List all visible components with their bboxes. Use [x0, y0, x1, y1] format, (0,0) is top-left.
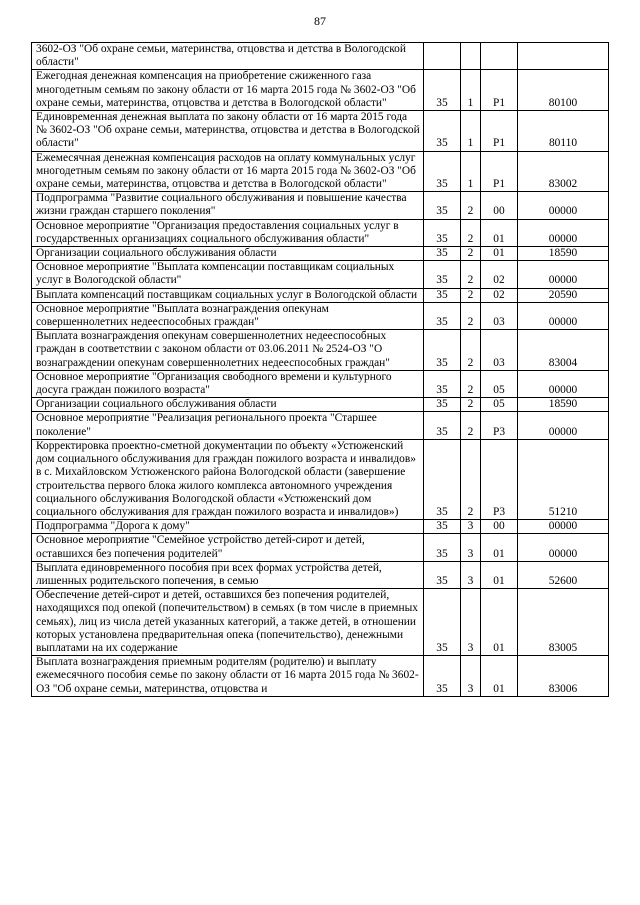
code-subprogram: 2 — [461, 302, 481, 329]
table-row — [32, 302, 609, 329]
row-description: Основное мероприятие "Семейное устройство детей-сирот и детей, оставшихся без попечения родителей" — [32, 534, 424, 561]
table-row — [32, 520, 609, 534]
code-program: 35 — [424, 151, 461, 192]
code-activity: 02 — [481, 261, 518, 288]
code-program — [424, 43, 461, 70]
code-subprogram: 2 — [461, 412, 481, 439]
code-direction: 80110 — [518, 111, 609, 152]
table-row — [32, 534, 609, 561]
code-program: 35 — [424, 520, 461, 534]
row-description: Выплата вознаграждения приемным родителям (родителю) и выплату ежемесячного пособия семье по закону области от 16 марта 2015 года № 3602-ОЗ "Об охране семьи, материнства, отцовства и — [32, 656, 424, 697]
row-description: 3602-ОЗ "Об охране семьи, материнства, отцовства и детства в Вологодской области" — [32, 43, 424, 70]
code-program: 35 — [424, 398, 461, 412]
code-direction: 83002 — [518, 151, 609, 192]
code-program: 35 — [424, 219, 461, 246]
code-subprogram: 3 — [461, 534, 481, 561]
row-description: Единовременная денежная выплата по закону области от 16 марта 2015 года № 3602-ОЗ "Об охране семьи, материнства, отцовства и детства в Вологодской области" — [32, 111, 424, 152]
code-subprogram: 2 — [461, 330, 481, 371]
code-subprogram: 2 — [461, 439, 481, 519]
table-row — [32, 398, 609, 412]
code-subprogram: 1 — [461, 70, 481, 111]
code-subprogram: 2 — [461, 398, 481, 412]
code-direction: 00000 — [518, 192, 609, 219]
code-activity: 00 — [481, 520, 518, 534]
code-activity: Р1 — [481, 70, 518, 111]
code-activity: 02 — [481, 288, 518, 302]
code-direction: 83006 — [518, 656, 609, 697]
code-activity: Р1 — [481, 151, 518, 192]
code-activity: Р3 — [481, 412, 518, 439]
code-subprogram: 3 — [461, 561, 481, 588]
code-direction: 00000 — [518, 370, 609, 397]
code-program: 35 — [424, 534, 461, 561]
row-description: Выплата вознаграждения опекунам совершеннолетних недееспособных граждан в соответствии с законом области от 03.06.2011 № 2524-ОЗ "О вознаграждении опекунам совершеннолетних недееспособных граждан" — [32, 330, 424, 371]
table-body — [32, 43, 609, 697]
table-row — [32, 439, 609, 519]
code-program: 35 — [424, 656, 461, 697]
row-description: Основное мероприятие "Организация предоставления социальных услуг в государственных организациях социального обслуживания области" — [32, 219, 424, 246]
code-program: 35 — [424, 561, 461, 588]
code-direction: 83004 — [518, 330, 609, 371]
code-subprogram: 3 — [461, 589, 481, 656]
table-row — [32, 412, 609, 439]
code-program: 35 — [424, 439, 461, 519]
code-subprogram: 3 — [461, 656, 481, 697]
table-row — [32, 219, 609, 246]
code-program: 35 — [424, 70, 461, 111]
row-description: Организации социального обслуживания области — [32, 247, 424, 261]
code-program: 35 — [424, 247, 461, 261]
table-row — [32, 111, 609, 152]
row-description: Основное мероприятие "Выплата вознаграждения опекунам совершеннолетних недееспособных граждан" — [32, 302, 424, 329]
row-description: Ежемесячная денежная компенсация расходов на оплату коммунальных услуг многодетным семьям по закону области от 16 марта 2015 года № 3602-ОЗ "Об охране семьи, материнства, отцовства и детства в Вологодской области" — [32, 151, 424, 192]
row-description: Корректировка проектно-сметной документации по объекту «Устюженский дом социального обслуживания для граждан пожилого возраста и инвалидов» в с. Михайловском Устюженского района Вологодской области (завершение строительства первого блока жилого комплекса автономного учреждения социального обслуживания Вологодской области «Устюженский дом социального обслуживания для граждан пожилого возраста и инвалидов») — [32, 439, 424, 519]
code-program: 35 — [424, 589, 461, 656]
code-direction: 18590 — [518, 398, 609, 412]
table-row — [32, 43, 609, 70]
code-subprogram: 2 — [461, 370, 481, 397]
code-direction: 00000 — [518, 261, 609, 288]
code-subprogram: 2 — [461, 192, 481, 219]
code-program: 35 — [424, 192, 461, 219]
code-subprogram: 2 — [461, 247, 481, 261]
row-description: Ежегодная денежная компенсация на приобретение сжиженного газа многодетным семьям по закону области от 16 марта 2015 года № 3602-ОЗ "Об охране семьи, материнства, отцовства и детства в Вологодской области" — [32, 70, 424, 111]
code-subprogram — [461, 43, 481, 70]
row-description: Обеспечение детей-сирот и детей, оставшихся без попечения родителей, находящихся под опекой (попечительством) в семьях (в том числе в приемных семьях), лиц из числа детей указанных категорий, а также детей, в отношении которых установлена предварительная опека (попечительство), денежными выплатами на их содержание — [32, 589, 424, 656]
code-activity: 05 — [481, 398, 518, 412]
code-direction: 20590 — [518, 288, 609, 302]
code-subprogram: 2 — [461, 219, 481, 246]
code-program: 35 — [424, 261, 461, 288]
code-direction: 83005 — [518, 589, 609, 656]
table-row — [32, 151, 609, 192]
code-subprogram: 3 — [461, 520, 481, 534]
code-activity — [481, 43, 518, 70]
table-row — [32, 656, 609, 697]
table-row — [32, 247, 609, 261]
code-direction: 80100 — [518, 70, 609, 111]
table-row — [32, 261, 609, 288]
code-direction: 00000 — [518, 412, 609, 439]
page-number: 87 — [314, 14, 326, 28]
row-description: Выплата компенсаций поставщикам социальных услуг в Вологодской области — [32, 288, 424, 302]
code-activity: 01 — [481, 219, 518, 246]
code-direction — [518, 43, 609, 70]
row-description: Подпрограмма "Дорога к дому" — [32, 520, 424, 534]
row-description: Основное мероприятие "Выплата компенсации поставщикам социальных услуг в Вологодской области" — [32, 261, 424, 288]
code-direction: 00000 — [518, 520, 609, 534]
table-row — [32, 589, 609, 656]
code-activity: 01 — [481, 561, 518, 588]
code-activity: 01 — [481, 247, 518, 261]
code-direction: 00000 — [518, 534, 609, 561]
table-row — [32, 192, 609, 219]
code-subprogram: 1 — [461, 151, 481, 192]
code-subprogram: 2 — [461, 288, 481, 302]
code-direction: 52600 — [518, 561, 609, 588]
code-activity: 01 — [481, 589, 518, 656]
table-row — [32, 70, 609, 111]
code-activity: 03 — [481, 302, 518, 329]
code-activity: 00 — [481, 192, 518, 219]
row-description: Основное мероприятие "Реализация регионального проекта "Старшее поколение" — [32, 412, 424, 439]
code-program: 35 — [424, 370, 461, 397]
row-description: Основное мероприятие "Организация свободного времени и культурного досуга граждан пожилого возраста" — [32, 370, 424, 397]
code-direction: 51210 — [518, 439, 609, 519]
table-row — [32, 288, 609, 302]
table-row — [32, 330, 609, 371]
code-activity: 01 — [481, 534, 518, 561]
code-activity: 05 — [481, 370, 518, 397]
row-description: Выплата единовременного пособия при всех формах устройства детей, лишенных родительского попечения, в семью — [32, 561, 424, 588]
code-program: 35 — [424, 302, 461, 329]
row-description: Подпрограмма "Развитие социального обслуживания и повышение качества жизни граждан старшего поколения" — [32, 192, 424, 219]
code-program: 35 — [424, 412, 461, 439]
code-activity: 01 — [481, 656, 518, 697]
table-row — [32, 561, 609, 588]
code-activity: Р1 — [481, 111, 518, 152]
code-direction: 00000 — [518, 219, 609, 246]
table-row — [32, 370, 609, 397]
code-activity: 03 — [481, 330, 518, 371]
code-program: 35 — [424, 111, 461, 152]
code-activity: Р3 — [481, 439, 518, 519]
code-program: 35 — [424, 288, 461, 302]
row-description: Организации социального обслуживания области — [32, 398, 424, 412]
code-program: 35 — [424, 330, 461, 371]
code-direction: 18590 — [518, 247, 609, 261]
budget-table — [31, 42, 609, 697]
code-direction: 00000 — [518, 302, 609, 329]
code-subprogram: 1 — [461, 111, 481, 152]
code-subprogram: 2 — [461, 261, 481, 288]
